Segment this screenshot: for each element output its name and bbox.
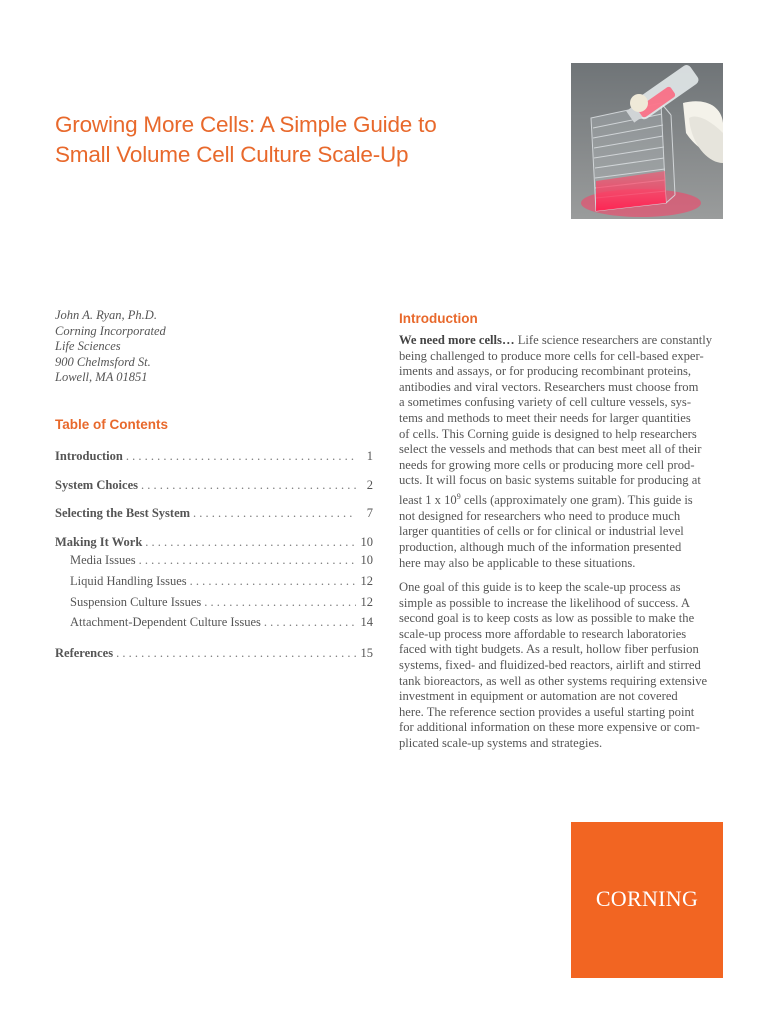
intro-line: here. The reference section provides a useful starting point — [399, 704, 695, 719]
toc-entry-page: 2 — [366, 478, 373, 492]
toc-entry-label: System Choices — [55, 478, 138, 492]
intro-line-text: Life science researchers are constantly — [514, 333, 713, 347]
intro-line: faced with tight budgets. As a result, hollow fiber perfusion — [399, 642, 699, 657]
corning-logo-text: CORNING — [595, 886, 699, 911]
toc-leader-dots — [116, 646, 356, 661]
toc-entry-label: Making It Work — [55, 535, 143, 549]
intro-line: plicated scale-up systems and strategies. — [399, 736, 603, 751]
intro-line: select the vessels and methods that can best meet all of their — [399, 442, 702, 457]
toc-entry-page: 10 — [360, 553, 373, 567]
intro-line: tems and methods to meet their needs for larger quantities — [399, 410, 691, 425]
intro-line: ucts. It will focus on basic systems suitable for producing at — [399, 473, 701, 488]
title-line-1: Growing More Cells: A Simple Guide to — [55, 112, 437, 137]
document-title — [55, 110, 535, 170]
intro-line: scale-up process more affordable to research laboratories — [399, 626, 687, 641]
toc-leader-dots — [145, 535, 356, 550]
corning-logo — [571, 822, 723, 978]
intro-paragraph-2 — [399, 580, 725, 752]
intro-line — [399, 333, 725, 349]
author-street: 900 Chelmsford St. — [55, 354, 151, 369]
toc-entry-making-it-work[interactable] — [55, 535, 373, 551]
intro-line: here may also be applicable to these situations. — [399, 555, 636, 570]
toc-entry-references[interactable] — [55, 646, 373, 662]
intro-line: of cells. This Corning guide is designed to help researchers — [399, 426, 697, 441]
intro-line: simple as possible to increase the likelihood of success. A — [399, 595, 690, 610]
cover-photo — [571, 63, 723, 219]
toc-heading: Table of Contents — [55, 417, 168, 432]
intro-line: antibodies and viral vectors. Researchers must choose from — [399, 379, 699, 394]
intro-line: One goal of this guide is to keep the scale-up process as — [399, 580, 681, 595]
intro-line: needs for growing more cells or producing more cell prod- — [399, 457, 695, 472]
toc-entry-page: 10 — [360, 535, 373, 549]
toc-entry-page: 15 — [360, 646, 373, 660]
introduction-body — [399, 333, 725, 761]
intro-line-text: cells (approximately one gram). This guide is — [460, 493, 693, 508]
introduction-heading: Introduction — [399, 311, 478, 326]
toc-entry-selecting-best-system[interactable] — [55, 506, 373, 522]
author-division: Life Sciences — [55, 339, 121, 353]
toc-entry-page: 7 — [366, 506, 373, 520]
intro-line-text: least 1 x 10 — [399, 493, 457, 508]
intro-paragraph-1 — [399, 333, 725, 571]
toc-leader-dots — [264, 615, 356, 630]
toc-entry-label: Liquid Handling Issues — [70, 574, 187, 588]
toc-entry-page: 1 — [366, 449, 373, 463]
toc-entry-label: Selecting the Best System — [55, 506, 191, 520]
author-name: John A. Ryan, Ph.D. — [55, 308, 157, 322]
toc-entry-label: Attachment-Dependent Culture Issues — [70, 615, 261, 629]
toc-entry-label: Media Issues — [70, 553, 136, 567]
intro-line: tank bioreactors, as well as other systems requiring extensive — [399, 673, 708, 688]
toc-entry-page: 12 — [360, 574, 373, 588]
intro-line: investment in equipment or automation are not covered — [399, 689, 678, 704]
author-block — [55, 308, 355, 386]
author-organization: Corning Incorporated — [55, 323, 166, 338]
toc-leader-dots — [204, 595, 356, 610]
toc-entry-introduction[interactable] — [55, 449, 373, 465]
toc-entry-label: Suspension Culture Issues — [70, 595, 202, 609]
toc-entry-attachment-dependent-culture-issues[interactable] — [55, 615, 373, 631]
toc-entry-label: Introduction — [55, 449, 123, 463]
toc-entry-system-choices[interactable] — [55, 478, 373, 494]
exponent: 9 — [456, 491, 461, 501]
toc-leader-dots — [126, 449, 356, 464]
toc-leader-dots — [141, 478, 356, 493]
intro-line: second goal is to keep costs as low as possible to make the — [399, 611, 695, 626]
cell-culture-flask-stack-illustration — [571, 63, 723, 219]
toc-entry-liquid-handling-issues[interactable] — [55, 574, 373, 590]
intro-line: iments and assays, or for producing recombinant proteins, — [399, 364, 692, 379]
toc-entry-page: 14 — [360, 615, 373, 629]
title-line-2: Small Volume Cell Culture Scale-Up — [55, 142, 409, 167]
intro-line: production, although much of the information presented — [399, 539, 682, 554]
toc-leader-dots — [193, 506, 356, 521]
intro-line: not designed for researchers who need to produce much — [399, 508, 681, 523]
intro-line — [399, 489, 725, 509]
intro-line: for additional information on these more expensive or com- — [399, 720, 700, 735]
toc-leader-dots — [190, 574, 356, 589]
toc-entry-label: References — [55, 646, 114, 660]
author-city: Lowell, MA 01851 — [55, 370, 148, 384]
intro-line: a sometimes confusing variety of cell culture vessels, sys- — [399, 395, 692, 410]
toc-leader-dots — [139, 553, 356, 568]
intro-line: being challenged to produce more cells for cell-based exper- — [399, 348, 704, 363]
toc-entry-page: 12 — [360, 595, 373, 609]
intro-line: systems, fixed- and fluidized-bed reactors, airlift and stirred — [399, 658, 701, 673]
toc-entry-suspension-culture-issues[interactable] — [55, 595, 373, 611]
intro-line: larger quantities of cells or for clinical or industrial level — [399, 524, 684, 539]
toc-entry-media-issues[interactable] — [55, 553, 373, 569]
intro-lead: We need more cells… — [399, 333, 515, 347]
